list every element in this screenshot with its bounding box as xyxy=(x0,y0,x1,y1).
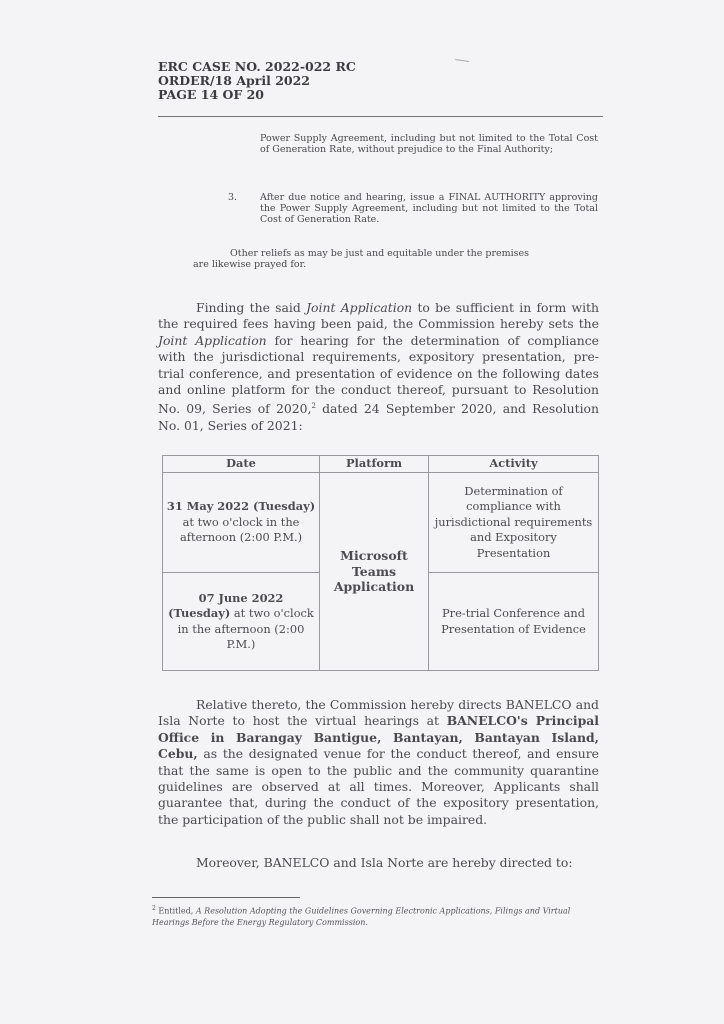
table-row xyxy=(163,473,599,573)
other-reliefs xyxy=(193,248,598,270)
italic-term: Joint Application xyxy=(306,300,413,315)
list-number: 3. xyxy=(228,192,238,203)
footnote-reference[interactable]: 2 xyxy=(311,402,316,411)
continued-list-item xyxy=(260,133,598,155)
paragraph-directive xyxy=(158,855,599,871)
list-text: After due notice and hearing, issue a FINAL AUTHORITY approving the Power Supply Agreement, including but not limited to the Total Cost of Generation Rate. xyxy=(260,192,598,226)
text: for hearing for the determination of compliance with the jurisdictional requirements, expository presentation, pre-trial conference, and presentation of evidence on the following dates and online platform for the conduct thereof, pursuant to Resolution No. 09, Series of 2020, xyxy=(158,332,600,417)
header-date: Date xyxy=(163,456,320,473)
header-platform: Platform xyxy=(320,456,429,473)
date-bold: 31 May 2022 (Tuesday) xyxy=(166,499,316,514)
footnote xyxy=(152,903,602,928)
other-reliefs-line2: are likewise prayed for. xyxy=(193,259,307,271)
activity-cell: Pre-trial Conference and Presentation of Evidence xyxy=(429,573,599,671)
other-reliefs-line1: Other reliefs as may be just and equitable under the premises xyxy=(230,248,530,259)
footnote-number: 2 xyxy=(152,905,156,912)
order-date: ORDER/18 April 2022 xyxy=(158,73,311,88)
page-header xyxy=(158,60,603,102)
paragraph-hearing-schedule xyxy=(158,300,599,434)
date-time: at two o'clock in the afternoon (2:00 P.M.) xyxy=(177,606,314,651)
header-activity: Activity xyxy=(429,456,599,473)
date-cell xyxy=(163,573,320,671)
hearing-schedule-table xyxy=(162,455,599,671)
footnote-title: A Resolution Adopting the Guidelines Governing Electronic Applications, Filings and Virtual Hearings Before the Energy Regulatory Commission. xyxy=(152,906,571,927)
text: to be sufficient in form with the required fees having been paid, the Commission hereby sets the xyxy=(158,300,599,332)
text: Relative thereto, the Commission hereby directs BANELCO and Isla Norte to host the virtual hearings at xyxy=(158,697,599,729)
text: Finding the said xyxy=(196,300,307,315)
footnote-divider xyxy=(152,897,300,898)
date-bold: 07 June 2022 (Tuesday) xyxy=(168,590,284,620)
continued-item-text: Power Supply Agreement, including but not limited to the Total Cost of Generation Rate, without prejudice to the Final Authority; xyxy=(260,133,598,156)
paragraph-venue xyxy=(158,697,599,828)
text: dated 24 September 2020, and Resolution No. 01, Series of 2021: xyxy=(158,401,599,433)
date-cell xyxy=(163,473,320,573)
venue-bold: BANELCO's Principal Office in Barangay Bantigue, Bantayan, Bantayan Island, Cebu, xyxy=(158,713,599,762)
italic-term: Joint Application xyxy=(158,332,267,348)
footnote-lead: Entitled, xyxy=(155,906,196,916)
activity-cell: Determination of compliance with jurisdictional requirements and Expository Presentation xyxy=(429,473,599,573)
table-header-row xyxy=(163,456,599,473)
date-time: at two o'clock in the afternoon (2:00 P.M.) xyxy=(179,514,303,545)
platform-cell: Microsoft Teams Application xyxy=(320,473,429,671)
page-number: PAGE 14 OF 20 xyxy=(158,87,264,102)
text: as the designated venue for the conduct thereof, and ensure that the same is open to the public and the community quarantine guidelines are observed at all times. Moreover, Applicants shall guarantee that, during the conduct of the expository presentation, the participation of the public shall not be impaired. xyxy=(158,746,599,827)
case-number: ERC CASE NO. 2022-022 RC xyxy=(158,59,356,74)
header-divider xyxy=(158,116,603,117)
text: Moreover, BANELCO and Isla Norte are hereby directed to: xyxy=(196,855,573,870)
